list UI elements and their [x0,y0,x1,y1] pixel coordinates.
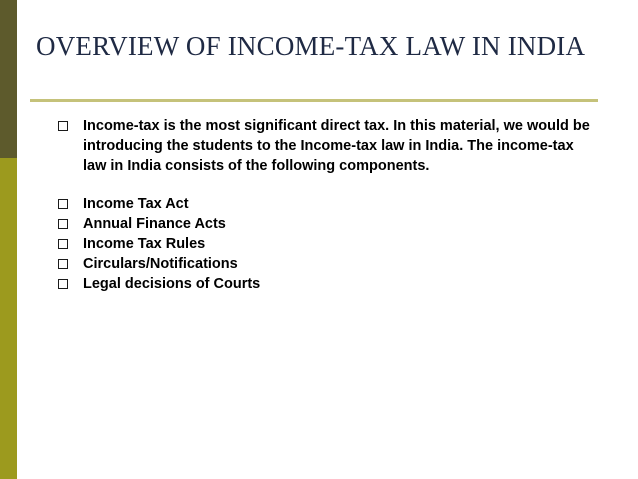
list-item [56,194,596,214]
list-item [56,274,596,294]
list-item-text: Legal decisions of Courts [83,276,261,292]
slide-title: OVERVIEW OF INCOME-TAX LAW IN INDIA [36,31,586,61]
hollow-square-bullet-icon [58,121,68,131]
hollow-square-bullet-icon [58,199,68,209]
sidebar-accent-light [0,158,17,479]
sidebar-accent-dark [0,0,17,158]
hollow-square-bullet-icon [58,239,68,249]
title-divider [30,99,598,102]
list-item [56,214,596,234]
slide-body [56,116,596,294]
list-item-text: Annual Finance Acts [83,216,226,232]
intro-bullet [56,116,596,176]
list-item-text: Income Tax Rules [83,236,206,252]
hollow-square-bullet-icon [58,259,68,269]
list-item [56,254,596,274]
list-item-text: Circulars/Notifications [83,256,238,272]
hollow-square-bullet-icon [58,219,68,229]
hollow-square-bullet-icon [58,279,68,289]
list-item-text: Income Tax Act [83,196,189,212]
intro-text: Income-tax is the most significant direct tax. In this material, we would be introducing the students to the Income-tax law in India. The income-tax law in India consists of the following components. [83,118,590,174]
sidebar-accent [0,0,17,479]
list-item [56,234,596,254]
